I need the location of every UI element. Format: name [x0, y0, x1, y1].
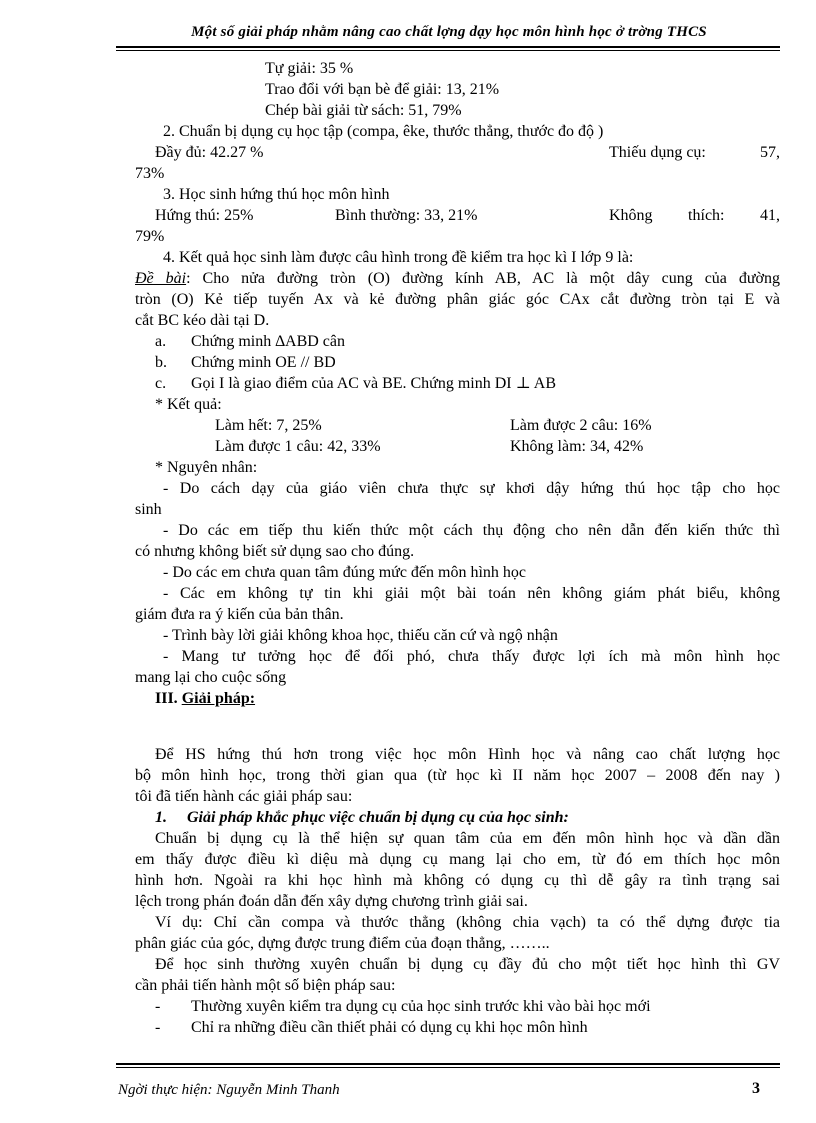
bullet-item-1 — [135, 996, 780, 1017]
bullet-marker: - — [155, 1019, 161, 1036]
results-lam-1-cau: Làm được 1 câu: 42, 33% — [215, 438, 381, 455]
survey-chep-bai: Chép bài giải từ sách: 51, 79% — [265, 102, 462, 119]
header-rule-thin — [116, 50, 780, 51]
subsection-1-heading — [135, 807, 780, 828]
survey-item3-hung-thu: Hứng thú: 25% — [155, 207, 254, 224]
survey-item2-wrap: 73% — [135, 165, 165, 182]
results-khong-lam: Không làm: 34, 42% — [510, 438, 644, 455]
section-roman: III. — [155, 690, 178, 707]
cause-4-wrap: giám đưa ra ý kiến của bản thân. — [135, 606, 344, 623]
cause-6-wrap: mang lại cho cuộc sống — [135, 669, 287, 686]
footer-rule-thin — [116, 1067, 780, 1068]
survey-item3-khong-thich: Không thích: 41, — [609, 207, 780, 224]
para1-line-2: em thấy được điều kì diệu mà dụng cụ mang lại cho em, từ đó em thích học môn — [135, 851, 780, 868]
results-lam-het: Làm hết: 7, 25% — [215, 417, 322, 434]
survey-item3-row — [135, 205, 780, 226]
header-rule-thick — [116, 46, 780, 48]
problem-item-c — [135, 373, 780, 394]
survey-item2-row — [135, 142, 780, 163]
problem-line-1 — [135, 268, 780, 289]
cause-1: - Do cách dạy của giáo viên chưa thực sự khơi dậy hứng thú học tập cho học — [163, 480, 780, 497]
problem-item-marker: c. — [155, 375, 167, 392]
cause-6: - Mang tư tưởng học để đối phó, chưa thấy được lợi ích mà môn hình học — [163, 648, 780, 665]
cause-2-wrap: có nhưng không biết sử dụng sao cho đúng. — [135, 543, 415, 560]
results-heading: * Kết quả: — [155, 396, 222, 413]
bullet-text: Thường xuyên kiểm tra dụng cụ của học sinh trước khi vào bài học mới — [191, 998, 651, 1015]
survey-item2-day-du: Đầy đủ: 42.27 % — [155, 144, 264, 161]
survey-item2-thieu-label: Thiếu dụng cụ: — [609, 144, 706, 161]
cause-5: - Trình bày lời giải không khoa học, thiếu căn cứ và ngộ nhận — [163, 627, 558, 644]
problem-line-1-text: : Cho nửa đường tròn (O) đường kính AB, AC là một dây cung của đường — [186, 270, 781, 287]
para1-line-3: hình hơn. Ngoài ra khi học hình mà không có dụng cụ thì dễ gây ra tình trạng sai — [135, 872, 780, 889]
para3-line-2: cần phải tiến hành một số biện pháp sau: — [135, 977, 396, 994]
survey-item2-thieu — [609, 142, 780, 163]
causes-heading: * Nguyên nhân: — [155, 459, 258, 476]
para3-line-1: Để học sinh thường xuyên chuẩn bị dụng cụ đầy đủ cho một tiết học hình thì GV — [155, 956, 780, 973]
spacer — [135, 709, 780, 730]
problem-item-marker: b. — [155, 354, 167, 371]
subsection-number: 1. — [155, 809, 167, 826]
survey-trao-doi: Trao đổi với bạn bè để giải: 13, 21% — [265, 81, 500, 98]
intro-line-2: bộ môn hình học, trong thời gian qua (từ học kì II năm học 2007 – 2008 đến nay ) — [135, 767, 780, 784]
problem-item-text: Chứng minh OE // BD — [191, 354, 336, 371]
problem-item-marker: a. — [155, 333, 167, 350]
bullet-text: Chỉ ra những điều cần thiết phải có dụng cụ khi học môn hình — [191, 1019, 588, 1036]
para2-line-1: Ví dụ: Chỉ cần compa và thước thẳng (không chia vạch) ta có thể dựng được tia — [155, 914, 780, 931]
para1-line-1: Chuẩn bị dụng cụ là thể hiện sự quan tâm của em đến môn hình học và dần dần — [155, 830, 780, 847]
results-row-2 — [135, 436, 780, 457]
cause-2: - Do các em tiếp thu kiến thức một cách thụ động cho nên dẫn đến kiến thức thì — [163, 522, 780, 539]
footer-author: Ngời thực hiện: Nguyễn Minh Thanh — [118, 1082, 340, 1098]
problem-item-a — [135, 331, 780, 352]
cause-3: - Do các em chưa quan tâm đúng mức đến môn hình học — [163, 564, 527, 581]
problem-label: Đề bài — [135, 270, 187, 287]
problem-item-text: Chứng minh ∆ABD cân — [191, 333, 346, 350]
subsection-title: Giải pháp khắc phục việc chuẩn bị dụng cụ của học sinh: — [187, 809, 569, 826]
survey-item3-title: 3. Học sinh hứng thú học môn hình — [163, 186, 390, 203]
survey-tu-giai: Tự giải: 35 % — [265, 60, 354, 77]
survey-item3-wrap: 79% — [135, 228, 165, 245]
survey-item3-binh-thuong: Bình thường: 33, 21% — [335, 207, 478, 224]
cause-1-wrap: sinh — [135, 501, 162, 518]
problem-item-text: Gọi I là giao điểm của AC và BE. Chứng minh DI ⊥ AB — [191, 375, 557, 392]
footer-rule-thick — [116, 1063, 780, 1065]
intro-line-1: Để HS hứng thú hơn trong việc học môn Hình học và nâng cao chất lượng học — [155, 746, 780, 763]
bullet-marker: - — [155, 998, 161, 1015]
spacer — [135, 730, 780, 744]
survey-item4-title: 4. Kết quả học sinh làm được câu hình trong đề kiểm tra học kì I lớp 9 là: — [163, 249, 634, 266]
page-header: Một số giải pháp nhằm nâng cao chất lợng dạy học môn hình học ở trờng THCS — [191, 24, 707, 40]
cause-4: - Các em không tự tin khi giải một bài toán nên không giám phát biểu, không — [163, 585, 780, 602]
page-number: 3 — [752, 1080, 760, 1097]
results-lam-2-cau: Làm được 2 câu: 16% — [510, 417, 652, 434]
survey-item2-title: 2. Chuẩn bị dụng cụ học tập (compa, êke, thước thẳng, thước đo độ ) — [163, 123, 604, 140]
intro-line-3: tôi đã tiến hành các giải pháp sau: — [135, 788, 353, 805]
problem-line-3: cắt BC kéo dài tại D. — [135, 312, 270, 329]
survey-item2-thieu-value: 57, — [760, 144, 780, 161]
section-heading-solution — [135, 688, 780, 709]
bullet-item-2 — [135, 1017, 780, 1038]
page-body — [135, 58, 780, 1038]
problem-item-b — [135, 352, 780, 373]
para1-line-4: lệch trong phán đoán dẫn đến xây dựng chương trình giải sai. — [135, 893, 528, 910]
results-row-1 — [135, 415, 780, 436]
problem-line-2: tròn (O) Kẻ tiếp tuyến Ax và kẻ đường phân giác góc CAx cắt đường tròn tại E và — [135, 291, 780, 308]
para2-line-2: phân giác của góc, dựng được trung điểm của đoạn thẳng, …….. — [135, 935, 550, 952]
section-title: Giải pháp: — [181, 690, 256, 707]
